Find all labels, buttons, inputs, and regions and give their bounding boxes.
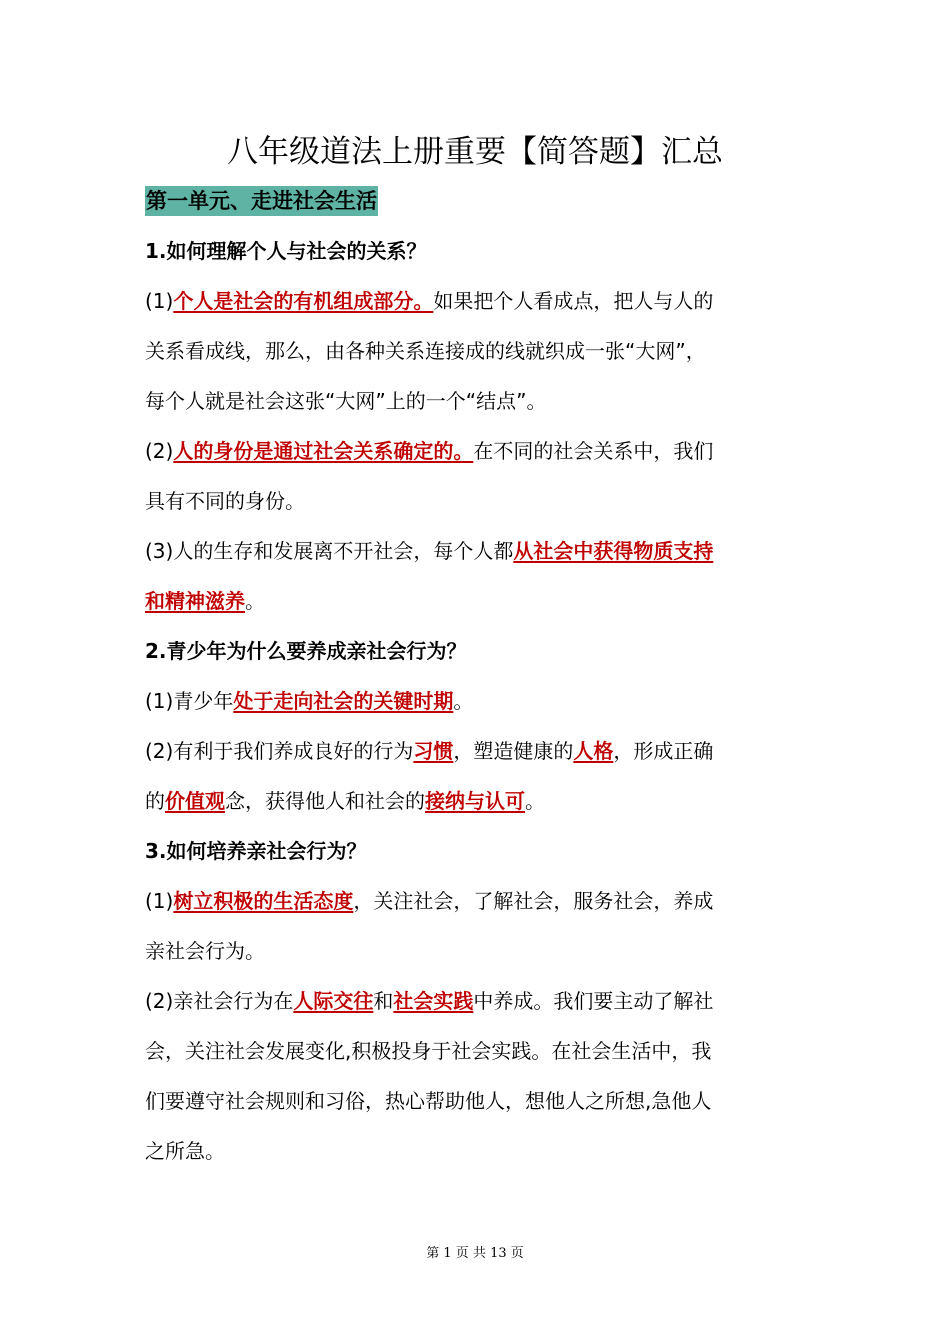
- footer-middle: 页 共: [455, 1246, 486, 1261]
- key-point: 树立积极的生活态度: [173, 889, 354, 913]
- key-point: 从社会中获得物质支持: [513, 539, 714, 563]
- footer-prefix: 第: [426, 1246, 440, 1261]
- answer-text: 。: [525, 789, 545, 813]
- answer-text: 。: [245, 589, 265, 613]
- q1-answer-1-line-1: [145, 286, 805, 316]
- answer-text: 。: [453, 689, 474, 713]
- footer-suffix: 页: [510, 1246, 524, 1261]
- key-point: 和精神滋养: [145, 589, 245, 613]
- q3-answer-2-line-1: [145, 986, 805, 1016]
- answer-text: ，塑造健康的: [453, 739, 574, 763]
- section-heading: 第一单元、走进社会生活: [145, 186, 378, 216]
- answer-number: (2): [145, 989, 174, 1013]
- key-point: 习惯: [413, 739, 454, 763]
- q1-answer-2-line-1: [145, 436, 805, 466]
- answer-text: 中养成。我们要主动了解社: [473, 989, 714, 1013]
- answer-text: 和: [373, 989, 394, 1013]
- answer-number: (2): [145, 439, 174, 463]
- answer-text: 人的生存和发展离不开社会，每个人都: [173, 539, 514, 563]
- q3-answer-2-line-4: 之所急。: [145, 1139, 225, 1163]
- answer-text: 青少年: [173, 689, 234, 713]
- question-2: 2.青少年为什么要养成亲社会行为？: [145, 639, 467, 663]
- answer-text: ，形成正确: [613, 739, 714, 763]
- q3-answer-2-line-2: 会，关注社会发展变化,积极投身于社会实践。在社会生活中，我: [145, 1039, 712, 1063]
- page-total: 13: [490, 1246, 507, 1261]
- q3-answer-2-line-3: 们要遵守社会规则和习俗，热心帮助他人，想他人之所想,急他人: [145, 1089, 712, 1113]
- answer-text: 有利于我们养成良好的行为: [173, 739, 414, 763]
- key-point: 人际交往: [293, 989, 374, 1013]
- answer-text: 的: [145, 789, 165, 813]
- q1-answer-1-line-3: 每个人就是社会这张“大网”上的一个“结点”。: [145, 389, 547, 413]
- answer-number: (3): [145, 539, 174, 563]
- key-point: 社会实践: [393, 989, 474, 1013]
- q3-answer-1-line-1: [145, 886, 805, 916]
- answer-text: 在不同的社会关系中，我们: [473, 439, 714, 463]
- q3-answer-1-line-2: 亲社会行为。: [145, 939, 265, 963]
- answer-number: (1): [145, 889, 174, 913]
- key-point: 处于走向社会的关键时期: [233, 689, 454, 713]
- q1-answer-3-line-2: [145, 586, 805, 616]
- page-title: 八年级道法上册重要【简答题】汇总: [227, 134, 723, 170]
- key-point: 个人是社会的有机组成部分。: [173, 289, 434, 313]
- answer-number: (1): [145, 689, 174, 713]
- answer-number: (1): [145, 289, 174, 313]
- q2-answer-2-line-2: [145, 786, 805, 816]
- answer-text: 亲社会行为在: [173, 989, 294, 1013]
- question-3: 3.如何培养亲社会行为？: [145, 839, 367, 863]
- answer-text: 如果把个人看成点，把人与人的: [433, 289, 714, 313]
- page-number: 1: [443, 1246, 452, 1261]
- q1-answer-1-line-2: 关系看成线，那么，由各种关系连接成的线就织成一张“大网”，: [145, 339, 706, 363]
- page-footer: [0, 1244, 950, 1264]
- q2-answer-1: [145, 686, 805, 716]
- key-point: 接纳与认可: [425, 789, 525, 813]
- key-point: 人的身份是通过社会关系确定的。: [173, 439, 474, 463]
- answer-text: 念，获得他人和社会的: [225, 789, 425, 813]
- key-point: 价值观: [165, 789, 225, 813]
- key-point: 人格: [573, 739, 614, 763]
- question-1: 1.如何理解个人与社会的关系？: [145, 239, 427, 263]
- answer-text: ，关注社会，了解社会，服务社会，养成: [353, 889, 714, 913]
- q2-answer-2-line-1: [145, 736, 805, 766]
- q1-answer-3-line-1: [145, 536, 805, 566]
- q1-answer-2-line-2: 具有不同的身份。: [145, 489, 305, 513]
- answer-number: (2): [145, 739, 174, 763]
